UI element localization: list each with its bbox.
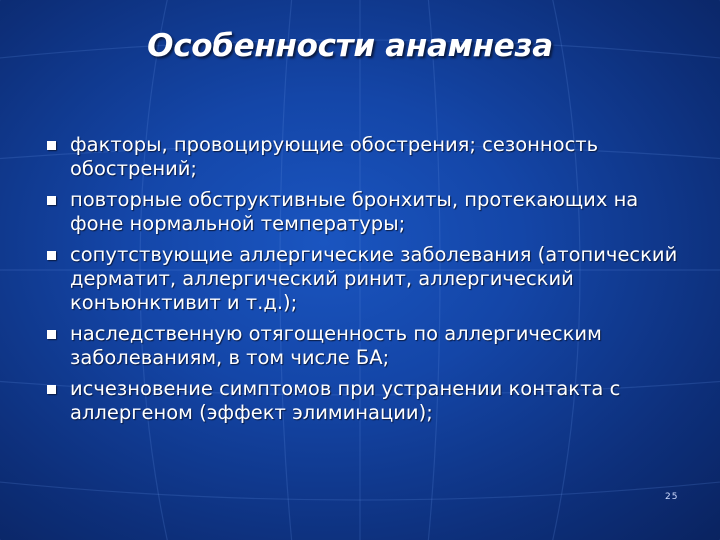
- bullet-text: наследственную отягощенность по аллергическим заболеваниям, в том числе БА;: [70, 322, 602, 369]
- bullet-item: [46, 188, 686, 236]
- page-number: 25: [665, 492, 679, 502]
- bullet-item: [46, 377, 686, 425]
- bullet-text: исчезновение симптомов при устранении контакта с аллергеном (эффект элиминации);: [70, 377, 621, 424]
- square-bullet-icon: [47, 141, 56, 150]
- bullet-text: факторы, провоцирующие обострения; сезонность обострений;: [70, 133, 599, 180]
- bullet-text: повторные обструктивные бронхиты, протекающих на фоне нормальной температуры;: [70, 188, 639, 235]
- bullet-list: [46, 133, 686, 432]
- square-bullet-icon: [47, 385, 56, 394]
- square-bullet-icon: [47, 251, 56, 260]
- bullet-item: [46, 243, 686, 315]
- slide-title: Особенности анамнеза: [147, 28, 553, 64]
- bullet-text: сопутствующие аллергические заболевания (атопический дерматит, аллергический ринит, аллергический конъюнктивит и т.д.);: [70, 243, 678, 314]
- square-bullet-icon: [47, 330, 56, 339]
- square-bullet-icon: [47, 196, 56, 205]
- bullet-item: [46, 133, 686, 181]
- bullet-item: [46, 322, 686, 370]
